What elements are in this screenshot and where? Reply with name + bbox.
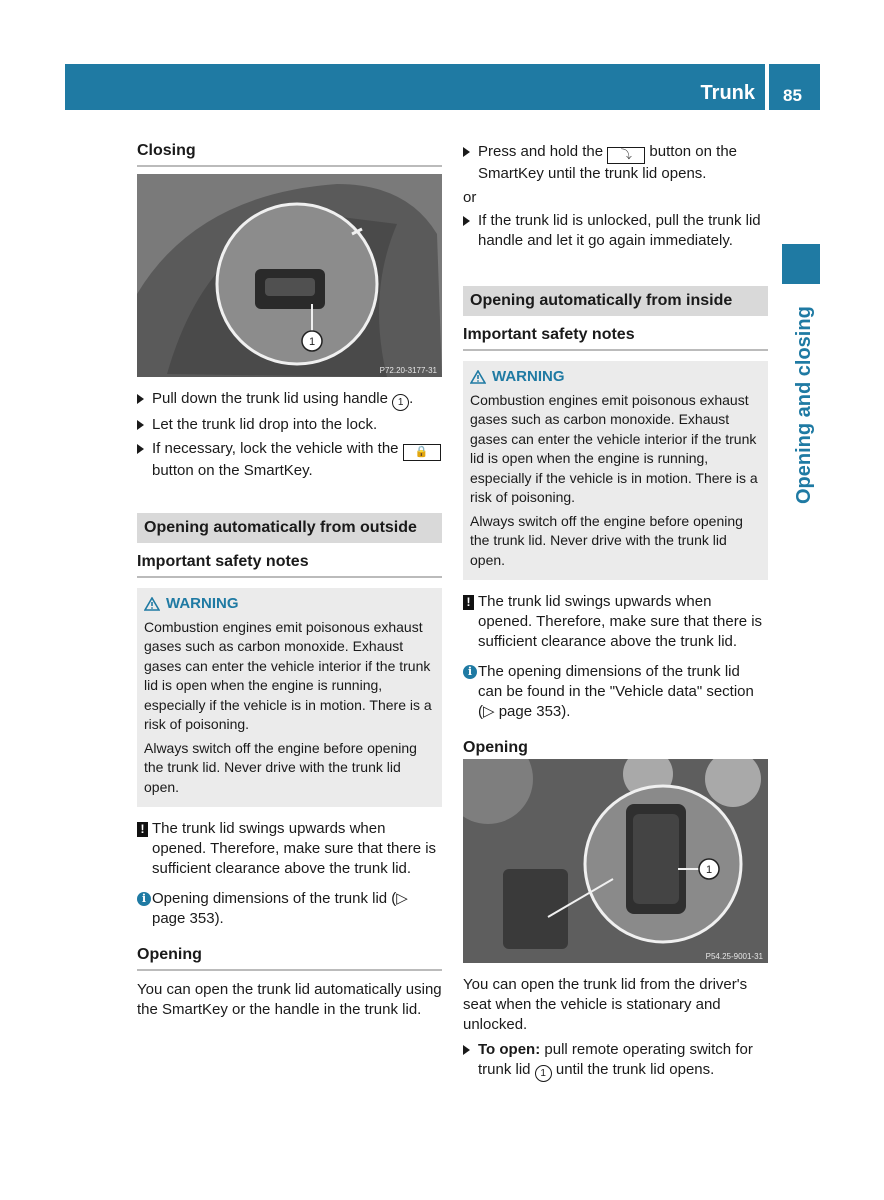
outside-note-excl: ! The trunk lid swings upwards when opened. Therefore, make sure that there is sufficient clearance above the trunk lid. (137, 819, 442, 879)
warning-triangle-icon (144, 597, 160, 611)
trunk-handle-illustration (137, 174, 442, 377)
warning-triangle-icon (470, 370, 486, 384)
open-step-1: Press and hold the ⤵ button on the SmartKey until the trunk lid opens. (463, 142, 768, 184)
outside-note-info: i Opening dimensions of the trunk lid (▷ page 353). (137, 889, 442, 929)
page-number: 85 (783, 86, 802, 105)
photo2-code: P54.25-9001-31 (705, 952, 763, 961)
warning-text-2: Always switch off the engine before opening the trunk lid. Never drive with the trunk lid open. (470, 512, 743, 568)
outside-section (137, 513, 442, 1020)
inside-band-heading: Opening automatically from inside (463, 286, 768, 316)
page-number-box (769, 64, 820, 110)
outside-opening-text: You can open the trunk lid automatically using the SmartKey or the handle in the trunk lid. (137, 981, 442, 1018)
photo1-code: P72.20-3177-31 (379, 366, 437, 375)
side-tab-marker (782, 244, 820, 284)
closing-step-1: Pull down the trunk lid using handle 1 . (137, 389, 442, 411)
outside-opening-heading: Opening (137, 946, 442, 971)
inside-opening-heading: Opening (463, 739, 768, 764)
callout-ref: 1 (535, 1065, 552, 1082)
warning-title: WARNING (492, 368, 565, 385)
inside-warning-box (463, 361, 768, 580)
outside-band-heading: Opening automatically from outside (137, 513, 442, 543)
info-icon: i (463, 665, 477, 679)
side-tab-label-wrap (793, 294, 813, 514)
to-open-step: To open: pull remote operating switch for trunk lid 1 until the trunk lid opens. (463, 1040, 768, 1082)
header-bar (65, 64, 765, 110)
closing-step-3: If necessary, lock the vehicle with the 🔒 button on the SmartKey. (137, 439, 442, 481)
inside-section (463, 286, 768, 764)
open-step-2: If the trunk lid is unlocked, pull the trunk lid handle and let it go again immediately. (463, 211, 768, 251)
warning-title: WARNING (166, 595, 239, 612)
switch-photo (463, 759, 768, 963)
lock-key-icon: 🔒 (403, 444, 441, 461)
closing-step-2: Let the trunk lid drop into the lock. (137, 415, 442, 435)
side-tab-label: Opening and closing (793, 306, 815, 504)
inside-opening-body (463, 975, 768, 1086)
trunk-handle-photo (137, 174, 442, 377)
outside-safety-heading: Important safety notes (137, 553, 442, 578)
trunk-switch-illustration (463, 759, 768, 963)
warning-text-1: Combustion engines emit poisonous exhaust gases such as carbon monoxide. Exhaust gases can enter the vehicle interior if the trunk lid is open when the engine is running, especially if the vehicle is in motion. There is a risk of poisoning. (470, 391, 758, 505)
warning-text-1: Combustion engines emit poisonous exhaust gases such as carbon monoxide. Exhaust gases can enter the vehicle interior if the trunk lid is open when the engine is running, especially if the vehicle is in motion. There is a risk of poisoning. (144, 618, 432, 732)
header-title: Trunk (700, 82, 755, 104)
trunk-key-icon: ⤵ (607, 147, 645, 164)
callout-ref: 1 (392, 394, 409, 411)
left-column (137, 142, 442, 167)
exclamation-icon: ! (463, 595, 474, 610)
inside-safety-heading: Important safety notes (463, 326, 768, 351)
photo2-callout: 1 (705, 864, 713, 876)
right-column-top (463, 142, 768, 255)
inside-note-info: i The opening dimensions of the trunk lid can be found in the "Vehicle data" section (▷ page 353). (463, 662, 768, 722)
warning-text-2: Always switch off the engine before opening the trunk lid. Never drive with the trunk lid open. (144, 739, 417, 795)
exclamation-icon: ! (137, 822, 148, 837)
photo1-callout: 1 (308, 336, 316, 348)
inside-note-excl: ! The trunk lid swings upwards when opened. Therefore, make sure that there is sufficient clearance above the trunk lid. (463, 592, 768, 652)
info-icon: i (137, 892, 151, 906)
inside-opening-text: You can open the trunk lid from the driver's seat when the vehicle is stationary and unlocked. (463, 976, 748, 1033)
closing-heading: Closing (137, 142, 442, 167)
outside-warning-box (137, 588, 442, 807)
or-text: or (463, 189, 477, 206)
closing-steps (137, 389, 442, 485)
